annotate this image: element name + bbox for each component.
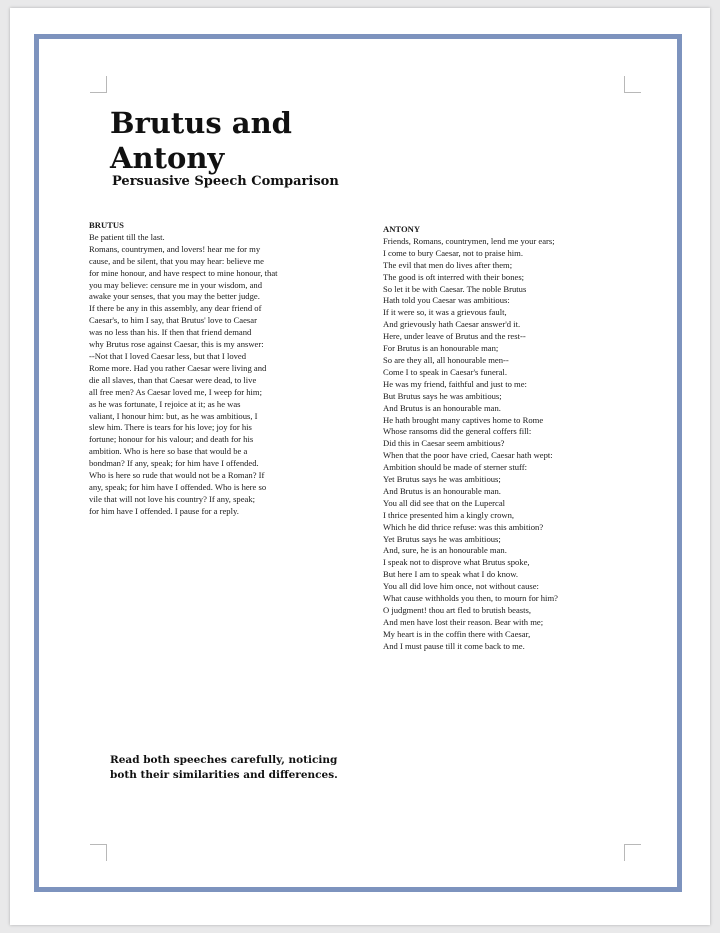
antony-speech <box>383 224 643 653</box>
brutus-speech-line: awake your senses, that you may the better judge. <box>89 291 260 302</box>
antony-speech-line: And grievously hath Caesar answer'd it. <box>383 319 521 330</box>
antony-speech-line: Here, under leave of Brutus and the rest-- <box>383 331 526 342</box>
brutus-speech-line: valiant, I honour him: but, as he was ambitious, I <box>89 410 258 421</box>
antony-speech-line: Friends, Romans, countrymen, lend me your ears; <box>383 235 555 246</box>
brutus-speech-line: all free men? As Caesar loved me, I weep for him; <box>89 386 263 397</box>
title-line-1: Brutus and <box>110 106 292 140</box>
antony-speech-line: The good is oft interred with their bones; <box>383 271 525 282</box>
antony-speech-line: And men have lost their reason. Bear with me; <box>383 616 544 627</box>
antony-speech-line: But Brutus says he was ambitious; <box>383 390 502 401</box>
instructions-line-2: both their similarities and differences. <box>110 769 338 781</box>
instructions-note <box>110 753 360 783</box>
brutus-speech-line: die all slaves, than that Caesar were dead, to live <box>89 374 257 385</box>
antony-speaker-label: ANTONY <box>383 224 421 234</box>
antony-speech-line: And, sure, he is an honourable man. <box>383 545 507 556</box>
brutus-speech-line: as he was fortunate, I rejoice at it; as he was <box>89 398 241 409</box>
antony-speech-line: If it were so, it was a grievous fault, <box>383 307 507 318</box>
brutus-speech-line: any, speak; for him have I offended. Who is here so <box>89 481 267 492</box>
antony-speech-line: O judgment! thou art fled to brutish beasts, <box>383 605 531 615</box>
crop-mark-top-right <box>624 76 641 93</box>
brutus-speech-line: was no less than his. If then that friend demand <box>89 327 252 338</box>
antony-speech-line: For Brutus is an honourable man; <box>383 343 499 354</box>
antony-speech-line: You all did see that on the Lupercal <box>383 497 506 508</box>
antony-speech-line: My heart is in the coffin there with Caesar, <box>383 628 531 639</box>
antony-speech-line: Yet Brutus says he was ambitious; <box>383 533 501 544</box>
crop-mark-top-left <box>90 76 107 93</box>
brutus-speech-line: you may believe: censure me in your wisdom, and <box>89 279 263 290</box>
brutus-speech-line: cause, and be silent, that you may hear: believe me <box>89 255 264 266</box>
antony-speech-line: When that the poor have cried, Caesar hath wept: <box>383 450 553 461</box>
brutus-speech-line: fortune; honour for his valour; and death for his <box>89 434 254 445</box>
antony-speech-line: And Brutus is an honourable man. <box>383 485 501 496</box>
brutus-speech-line: Be patient till the last. <box>89 231 165 242</box>
antony-speech-line: I come to bury Caesar, not to praise him. <box>383 247 523 258</box>
brutus-speech-line: Romans, countrymen, and lovers! hear me for my <box>89 243 261 254</box>
title-line-2: Antony <box>110 141 225 175</box>
brutus-speech-line: bondman? If any, speak; for him have I offended. <box>89 458 259 469</box>
instructions-line-1: Read both speeches carefully, noticing <box>110 754 338 766</box>
brutus-speech-line: If there be any in this assembly, any dear friend of <box>89 303 262 314</box>
antony-speech-line: But here I am to speak what I do know. <box>383 569 518 580</box>
brutus-speech <box>89 220 359 518</box>
antony-speech-line: Whose ransoms did the general coffers fill: <box>383 426 532 437</box>
antony-speech-line: Which he did thrice refuse: was this ambition? <box>383 521 544 532</box>
brutus-speech-line: Caesar's, to him I say, that Brutus' love to Caesar <box>89 315 257 326</box>
antony-speech-line: Come I to speak in Caesar's funeral. <box>383 366 507 377</box>
antony-speech-line: You all did love him once, not without cause: <box>383 581 539 592</box>
brutus-speech-line: why Brutus rose against Caesar, this is my answer: <box>89 339 264 350</box>
brutus-speech-line: for mine honour, and have respect to mine honour, that <box>89 267 278 278</box>
brutus-speech-line: slew him. There is tears for his love; joy for his <box>89 422 252 433</box>
crop-mark-bottom-right <box>624 844 641 861</box>
crop-mark-bottom-left <box>90 844 107 861</box>
antony-speech-line: He was my friend, faithful and just to me: <box>383 378 527 389</box>
antony-speech-line: I thrice presented him a kingly crown, <box>383 509 515 520</box>
antony-speech-line: So are they all, all honourable men-- <box>383 354 509 365</box>
antony-speech-line: So let it be with Caesar. The noble Brutus <box>383 283 527 294</box>
document-title <box>110 106 410 176</box>
antony-speech-line: Hath told you Caesar was ambitious: <box>383 295 510 306</box>
antony-speech-line: What cause withholds you then, to mourn for him? <box>383 593 558 604</box>
antony-speech-line: He hath brought many captives home to Rome <box>383 414 544 425</box>
antony-speech-line: Yet Brutus says he was ambitious; <box>383 474 501 485</box>
antony-speech-line: And I must pause till it come back to me. <box>383 640 525 651</box>
brutus-speaker-label: BRUTUS <box>89 220 124 230</box>
brutus-speech-line: ambition. Who is here so base that would be a <box>89 446 248 457</box>
antony-speech-line: And Brutus is an honourable man. <box>383 402 501 413</box>
document-page <box>10 8 710 925</box>
brutus-speech-line: Rome more. Had you rather Caesar were living and <box>89 362 267 373</box>
antony-speech-line: Did this in Caesar seem ambitious? <box>383 438 505 449</box>
antony-speech-line: I speak not to disprove what Brutus spoke, <box>383 557 530 568</box>
brutus-speech-line: vile that will not love his country? If any, speak; <box>89 493 256 504</box>
brutus-speech-line: Who is here so rude that would not be a Roman? If <box>89 470 265 481</box>
antony-speech-line: The evil that men do lives after them; <box>383 259 513 270</box>
brutus-speech-line: --Not that I loved Caesar less, but that I loved <box>89 350 247 361</box>
antony-speech-line: Ambition should be made of sterner stuff: <box>383 462 527 473</box>
brutus-speech-line: for him have I offended. I pause for a reply. <box>89 505 239 516</box>
document-subtitle: Persuasive Speech Comparison <box>112 174 339 189</box>
